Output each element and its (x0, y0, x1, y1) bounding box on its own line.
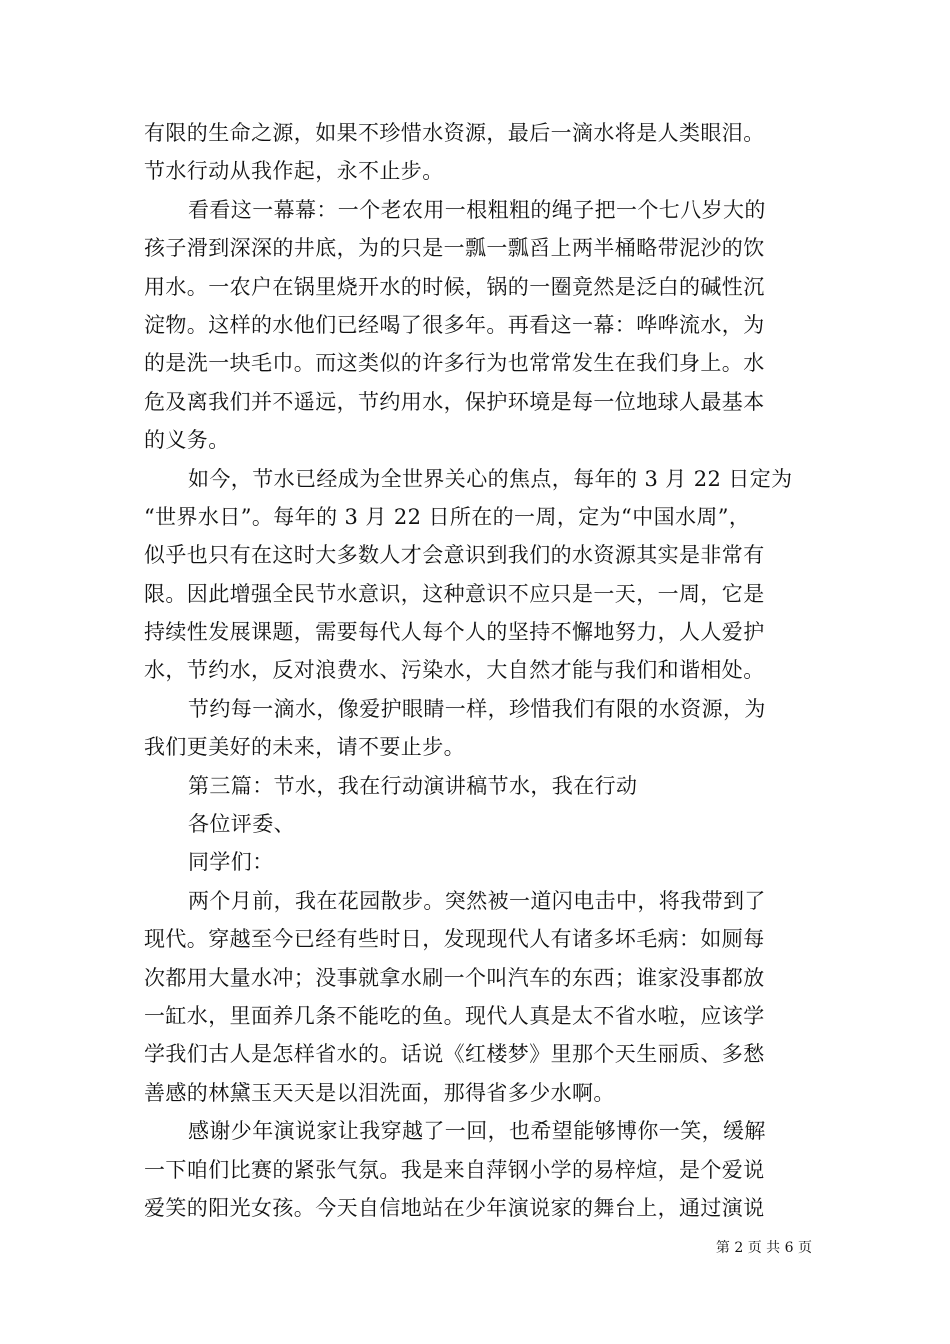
text-line-13: 限。因此增强全民节水意识，这种意识不应只是一天，一周，它是 (144, 581, 765, 606)
salutation-judges: 各位评委、 (188, 812, 295, 837)
text-line-23: 次都用大量水冲；没事就拿水刷一个叫汽车的东西；谁家没事都放 (144, 965, 765, 990)
text-line-16: 节约每一滴水，像爱护眼睛一样，珍惜我们有限的水资源，为 (188, 696, 766, 721)
salutation-students: 同学们： (188, 850, 274, 875)
body-text (144, 114, 810, 1227)
text-line-24: 一缸水，里面养几条不能吃的鱼。现代人真是太不省水啦，应该学 (144, 1003, 765, 1028)
text-line-17: 我们更美好的未来，请不要止步。 (144, 735, 465, 760)
text-line-15: 水，节约水，反对浪费水、污染水，大自然才能与我们和谐相处。 (144, 658, 765, 683)
text-line-4: 孩子滑到深深的井底，为的只是一瓢一瓢舀上两半桶略带泥沙的饮 (144, 236, 765, 261)
text-line-26: 善感的林黛玉天天是以泪洗面，那得省多少水啊。 (144, 1080, 615, 1105)
text-line-25: 学我们古人是怎样省水的。话说《红楼梦》里那个天生丽质、多愁 (144, 1042, 765, 1067)
text-line-7: 的是洗一块毛巾。而这类似的许多行为也常常发生在我们身上。水 (144, 351, 765, 376)
text-line-29: 爱笑的阳光女孩。今天自信地站在少年演说家的舞台上，通过演说 (144, 1195, 765, 1220)
text-line-28: 一下咱们比赛的紧张气氛。我是来自萍钢小学的易梓煊，是个爱说 (144, 1157, 765, 1182)
text-line-14: 持续性发展课题，需要每代人每个人的坚持不懈地努力，人人爱护 (144, 620, 765, 645)
section-heading: 第三篇：节水，我在行动演讲稿节水，我在行动 (188, 773, 638, 798)
text-line-5: 用水。一农户在锅里烧开水的时候，锅的一圈竟然是泛白的碱性沉 (144, 274, 765, 299)
page-number-footer: 第 2 页 共 6 页 (715, 1240, 812, 1256)
text-line-27: 感谢少年演说家让我穿越了一回，也希望能够博你一笑，缓解 (188, 1119, 766, 1144)
text-line-6: 淀物。这样的水他们已经喝了很多年。再看这一幕：哗哗流水，为 (144, 312, 765, 337)
text-line-2: 节水行动从我作起，永不止步。 (144, 159, 444, 184)
text-line-21: 两个月前，我在花园散步。突然被一道闪电击中，将我带到了 (188, 888, 766, 913)
text-line-22: 现代。穿越至今已经有些时日，发现现代人有诸多坏毛病：如厕每 (144, 927, 765, 952)
text-line-8: 危及离我们并不遥远，节约用水，保护环境是每一位地球人最基本 (144, 389, 765, 414)
text-line-11: “世界水日”。每年的 3 月 22 日所在的一周，定为“中国水周”， (144, 504, 751, 529)
text-line-3: 看看这一幕幕：一个老农用一根粗粗的绳子把一个七八岁大的 (188, 197, 766, 222)
text-line-10: 如今，节水已经成为全世界关心的焦点，每年的 3 月 22 日定为 (188, 466, 793, 491)
text-line-1: 有限的生命之源，如果不珍惜水资源，最后一滴水将是人类眼泪。 (144, 121, 765, 145)
text-line-9: 的义务。 (144, 428, 230, 453)
text-line-12: 似乎也只有在这时大多数人才会意识到我们的水资源其实是非常有 (144, 543, 765, 568)
